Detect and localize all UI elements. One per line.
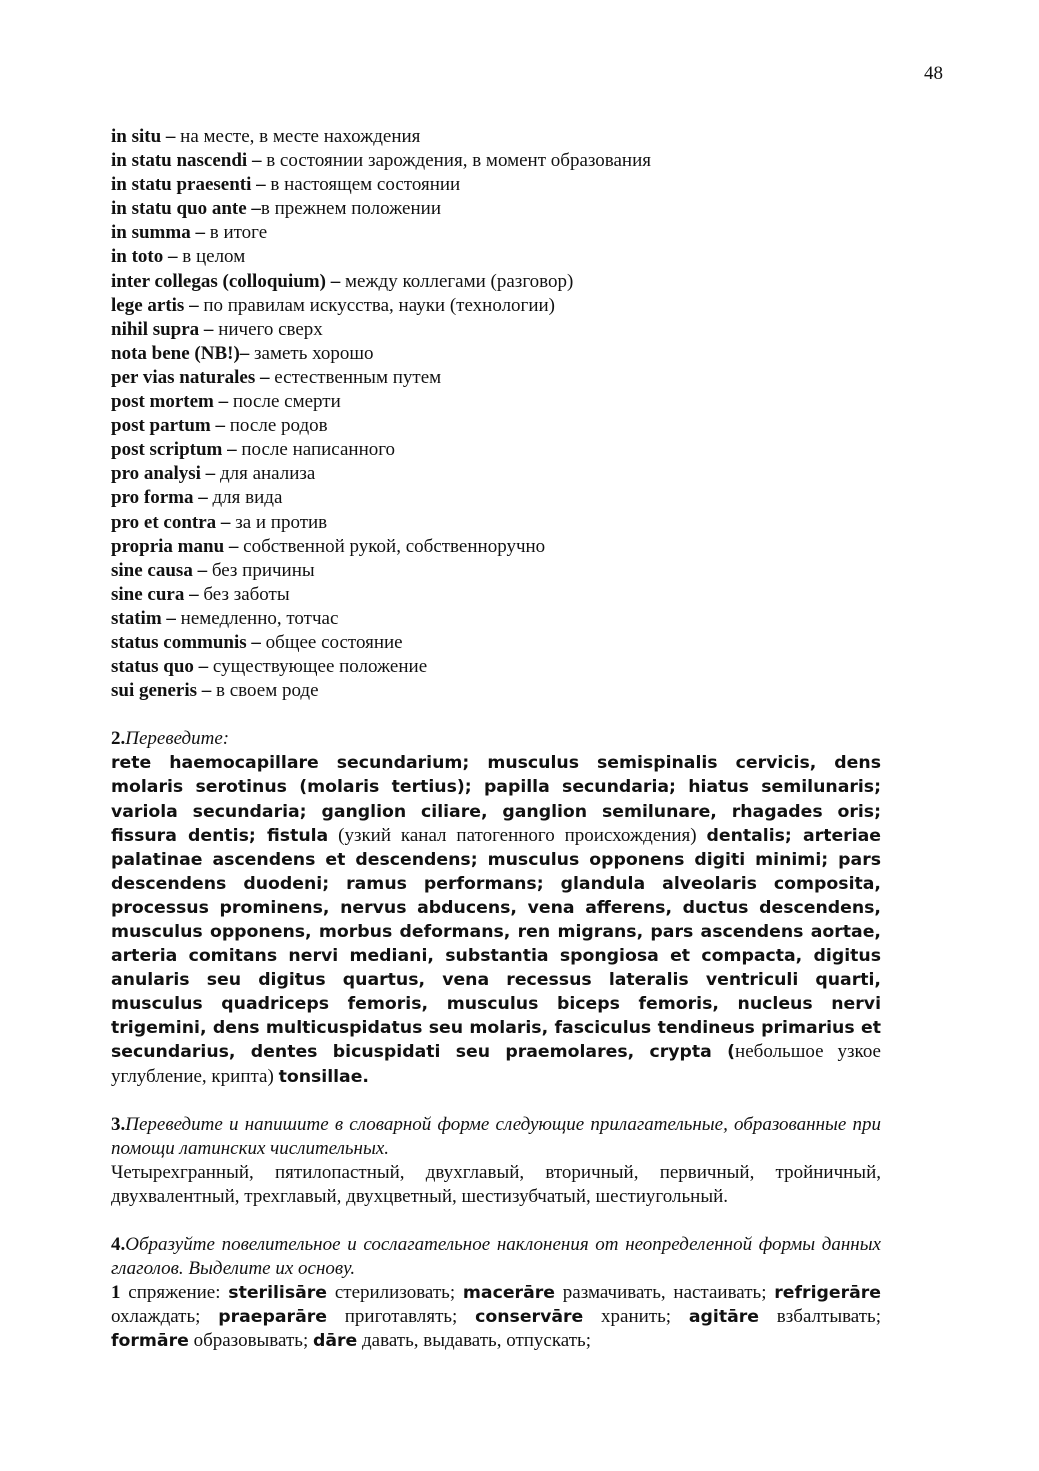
- task-2: [111, 727, 881, 1088]
- list-item: [111, 366, 881, 390]
- verb-translation: хранить;: [583, 1306, 689, 1328]
- task-3-text: Четырехгранный, пятилопастный, двухглавый, вторичный, первичный, тройничный, двухвалентный, трехглавый, двухцветный, шестизубчатый, шестиугольный.: [111, 1161, 881, 1207]
- definition: после написанного: [236, 439, 396, 461]
- list-item: [111, 270, 881, 294]
- definition: собственной рукой, собственноручно: [238, 535, 546, 557]
- latin-verb: praeparāre: [218, 1307, 327, 1328]
- list-item: [111, 655, 881, 679]
- latin-term: pro analysi –: [111, 463, 216, 485]
- latin-term: in toto –: [111, 246, 178, 268]
- definition: заметь хорошо: [249, 342, 374, 364]
- definition: в состоянии зарождения, в момент образования: [261, 150, 651, 172]
- latin-term: in statu praesenti –: [111, 174, 266, 196]
- definition: существующее положение: [208, 656, 428, 678]
- page-content: [111, 125, 881, 1354]
- latin-term: in statu nascendi –: [111, 150, 262, 172]
- verb-translation: стерилизовать;: [327, 1282, 463, 1304]
- definition: для вида: [207, 487, 283, 509]
- latin-verb: refrigerāre: [774, 1283, 882, 1304]
- list-item: [111, 462, 881, 486]
- term-separator: –: [193, 487, 208, 509]
- definition: после смерти: [228, 391, 341, 413]
- definition: общее состояние: [260, 631, 403, 653]
- definition: после родов: [225, 415, 328, 437]
- task-4-verbs: [111, 1281, 881, 1353]
- latin-term: nihil supra –: [111, 318, 214, 340]
- definition: в настоящем состоянии: [265, 174, 461, 196]
- latin-term: status communis: [111, 631, 247, 653]
- definition: в прежнем положении: [260, 198, 441, 220]
- list-item: [111, 511, 881, 535]
- list-item: [111, 318, 881, 342]
- latin-terms: rete haemocapillare secundarium; musculus semispinalis cervicis, dens molaris serotinus (molaris tertius); papilla secundaria; hiatus semilunaris; variola secundaria; ganglion ciliare, ganglion semilunare, rhagades oris; fissura dentis; fistula: [111, 753, 881, 846]
- definition: между коллегами (разговор): [340, 270, 574, 292]
- latin-term: statim –: [111, 607, 176, 629]
- latin-term: post partum: [111, 415, 211, 437]
- latin-term: inter collegas (colloquium): [111, 270, 326, 292]
- latin-term: post scriptum –: [111, 439, 237, 461]
- task-4: [111, 1233, 881, 1353]
- list-item: [111, 631, 881, 655]
- latin-phrase-list: [111, 125, 881, 703]
- list-item: [111, 486, 881, 510]
- conjugation-number: 1: [111, 1282, 121, 1304]
- list-item: [111, 607, 881, 631]
- latin-term: per vias naturales: [111, 366, 256, 388]
- definition: за и против: [230, 511, 328, 533]
- latin-term: in summa –: [111, 222, 205, 244]
- verb-translation: взбалтывать;: [759, 1306, 881, 1328]
- page-number: 48: [924, 63, 943, 84]
- verb-translation: размачивать, настаивать;: [554, 1282, 775, 1304]
- definition: на месте, в месте нахождения: [175, 126, 421, 147]
- latin-term: pro et contra –: [111, 511, 231, 533]
- term-separator: –: [192, 559, 208, 581]
- latin-verb: macerāre: [462, 1283, 555, 1304]
- list-item: [111, 197, 881, 221]
- definition: немедленно, тотчас: [175, 607, 339, 629]
- task-number: 4.: [111, 1234, 126, 1256]
- latin-term: sui generis –: [111, 680, 212, 702]
- latin-verb: sterilisāre: [228, 1283, 328, 1304]
- term-separator: –: [239, 342, 250, 364]
- term-separator: –: [246, 198, 261, 220]
- verb-translation: охлаждать;: [111, 1306, 219, 1328]
- latin-term: sine causa: [111, 559, 193, 581]
- list-item: [111, 294, 881, 318]
- definition: без причины: [207, 559, 315, 581]
- note: небольшое узкое углубление, крипта): [111, 1041, 881, 1087]
- task-number: 3.: [111, 1113, 126, 1135]
- task-instruction: Образуйте повелительное и сослагательное наклонения от неопределенной формы данных глаголов. Выделите их основу.: [111, 1234, 881, 1280]
- term-separator: –: [325, 270, 341, 292]
- latin-verb: agitāre: [688, 1307, 759, 1328]
- task-instruction: Переведите:: [125, 728, 230, 750]
- list-item: [111, 679, 881, 703]
- list-item: [111, 221, 881, 245]
- task-2-terms: [111, 751, 881, 1088]
- task-2-heading: [111, 727, 881, 751]
- latin-term: in statu quo ante: [111, 198, 247, 220]
- task-instruction: Переведите и напишите в словарной форме следующие прилагательные, образованные при помощи латинских числительных.: [111, 1113, 881, 1159]
- task-3-heading: [111, 1113, 881, 1161]
- definition: естественным путем: [269, 366, 442, 388]
- latin-verb: dāre: [312, 1331, 358, 1352]
- definition: без заботы: [198, 583, 290, 605]
- latin-term: in situ: [111, 126, 162, 147]
- list-item: [111, 535, 881, 559]
- latin-term: pro forma: [111, 487, 194, 509]
- latin-term: nota bene (NB!): [111, 342, 240, 364]
- definition: в итоге: [204, 222, 268, 244]
- list-item: [111, 414, 881, 438]
- latin-term: propria manu –: [111, 535, 239, 557]
- verb-translation: давать, выдавать, отпускать;: [357, 1330, 591, 1352]
- conjugation-label: спряжение:: [120, 1282, 229, 1304]
- verb-translation: приготавлять;: [326, 1306, 476, 1328]
- list-item: [111, 149, 881, 173]
- list-item: [111, 559, 881, 583]
- list-item: [111, 390, 881, 414]
- latin-terms: tonsillae.: [278, 1066, 370, 1087]
- term-separator: –: [184, 583, 199, 605]
- list-item: [111, 583, 881, 607]
- term-separator: –: [255, 366, 270, 388]
- list-item: [111, 245, 881, 269]
- list-item: [111, 342, 881, 366]
- definition: ничего сверх: [213, 318, 323, 340]
- latin-terms: dentalis; arteriae palatinae ascendens et descendens; musculus opponens digiti minimi; pars descendens duodeni; ramus performans; glandula alveolaris composita, processus prominens, nervus abducens, vena afferens, ductus descendens, musculus opponens, morbus deformans, ren migrans, pars ascendens aortae, arteria comitans nervi mediani, substantia spongiosa et compacta, digitus anularis seu digitus quartus, vena recessus lateralis ventriculi quarti, musculus quadriceps femoris, musculus biceps femoris, nucleus nervi trigemini, dens multicuspidatus seu molaris, fasciculus tendineus primarius et secundarius, dentes bicuspidati seu praemolares, crypta (: [111, 825, 882, 1063]
- definition: в целом: [177, 246, 246, 268]
- term-separator: –: [210, 415, 226, 437]
- verb-translation: образовывать;: [188, 1330, 313, 1352]
- term-separator: –: [246, 631, 261, 653]
- task-3: [111, 1113, 881, 1209]
- term-separator: –: [161, 126, 176, 147]
- list-item: [111, 438, 881, 462]
- task-number: 2.: [111, 728, 126, 750]
- latin-term: lege artis –: [111, 294, 199, 316]
- list-item: [111, 125, 881, 149]
- definition: по правилам искусства, науки (технологии): [198, 294, 556, 316]
- definition: для анализа: [215, 463, 316, 485]
- definition: в своем роде: [211, 680, 319, 702]
- task-4-heading: [111, 1233, 881, 1281]
- note: (узкий канал патогенного происхождения): [328, 824, 707, 846]
- list-item: [111, 173, 881, 197]
- latin-term: status quo –: [111, 656, 209, 678]
- latin-verb: formāre: [111, 1331, 189, 1352]
- latin-term: post mortem –: [111, 391, 229, 413]
- latin-verb: conservāre: [475, 1307, 584, 1328]
- latin-term: sine cura: [111, 583, 185, 605]
